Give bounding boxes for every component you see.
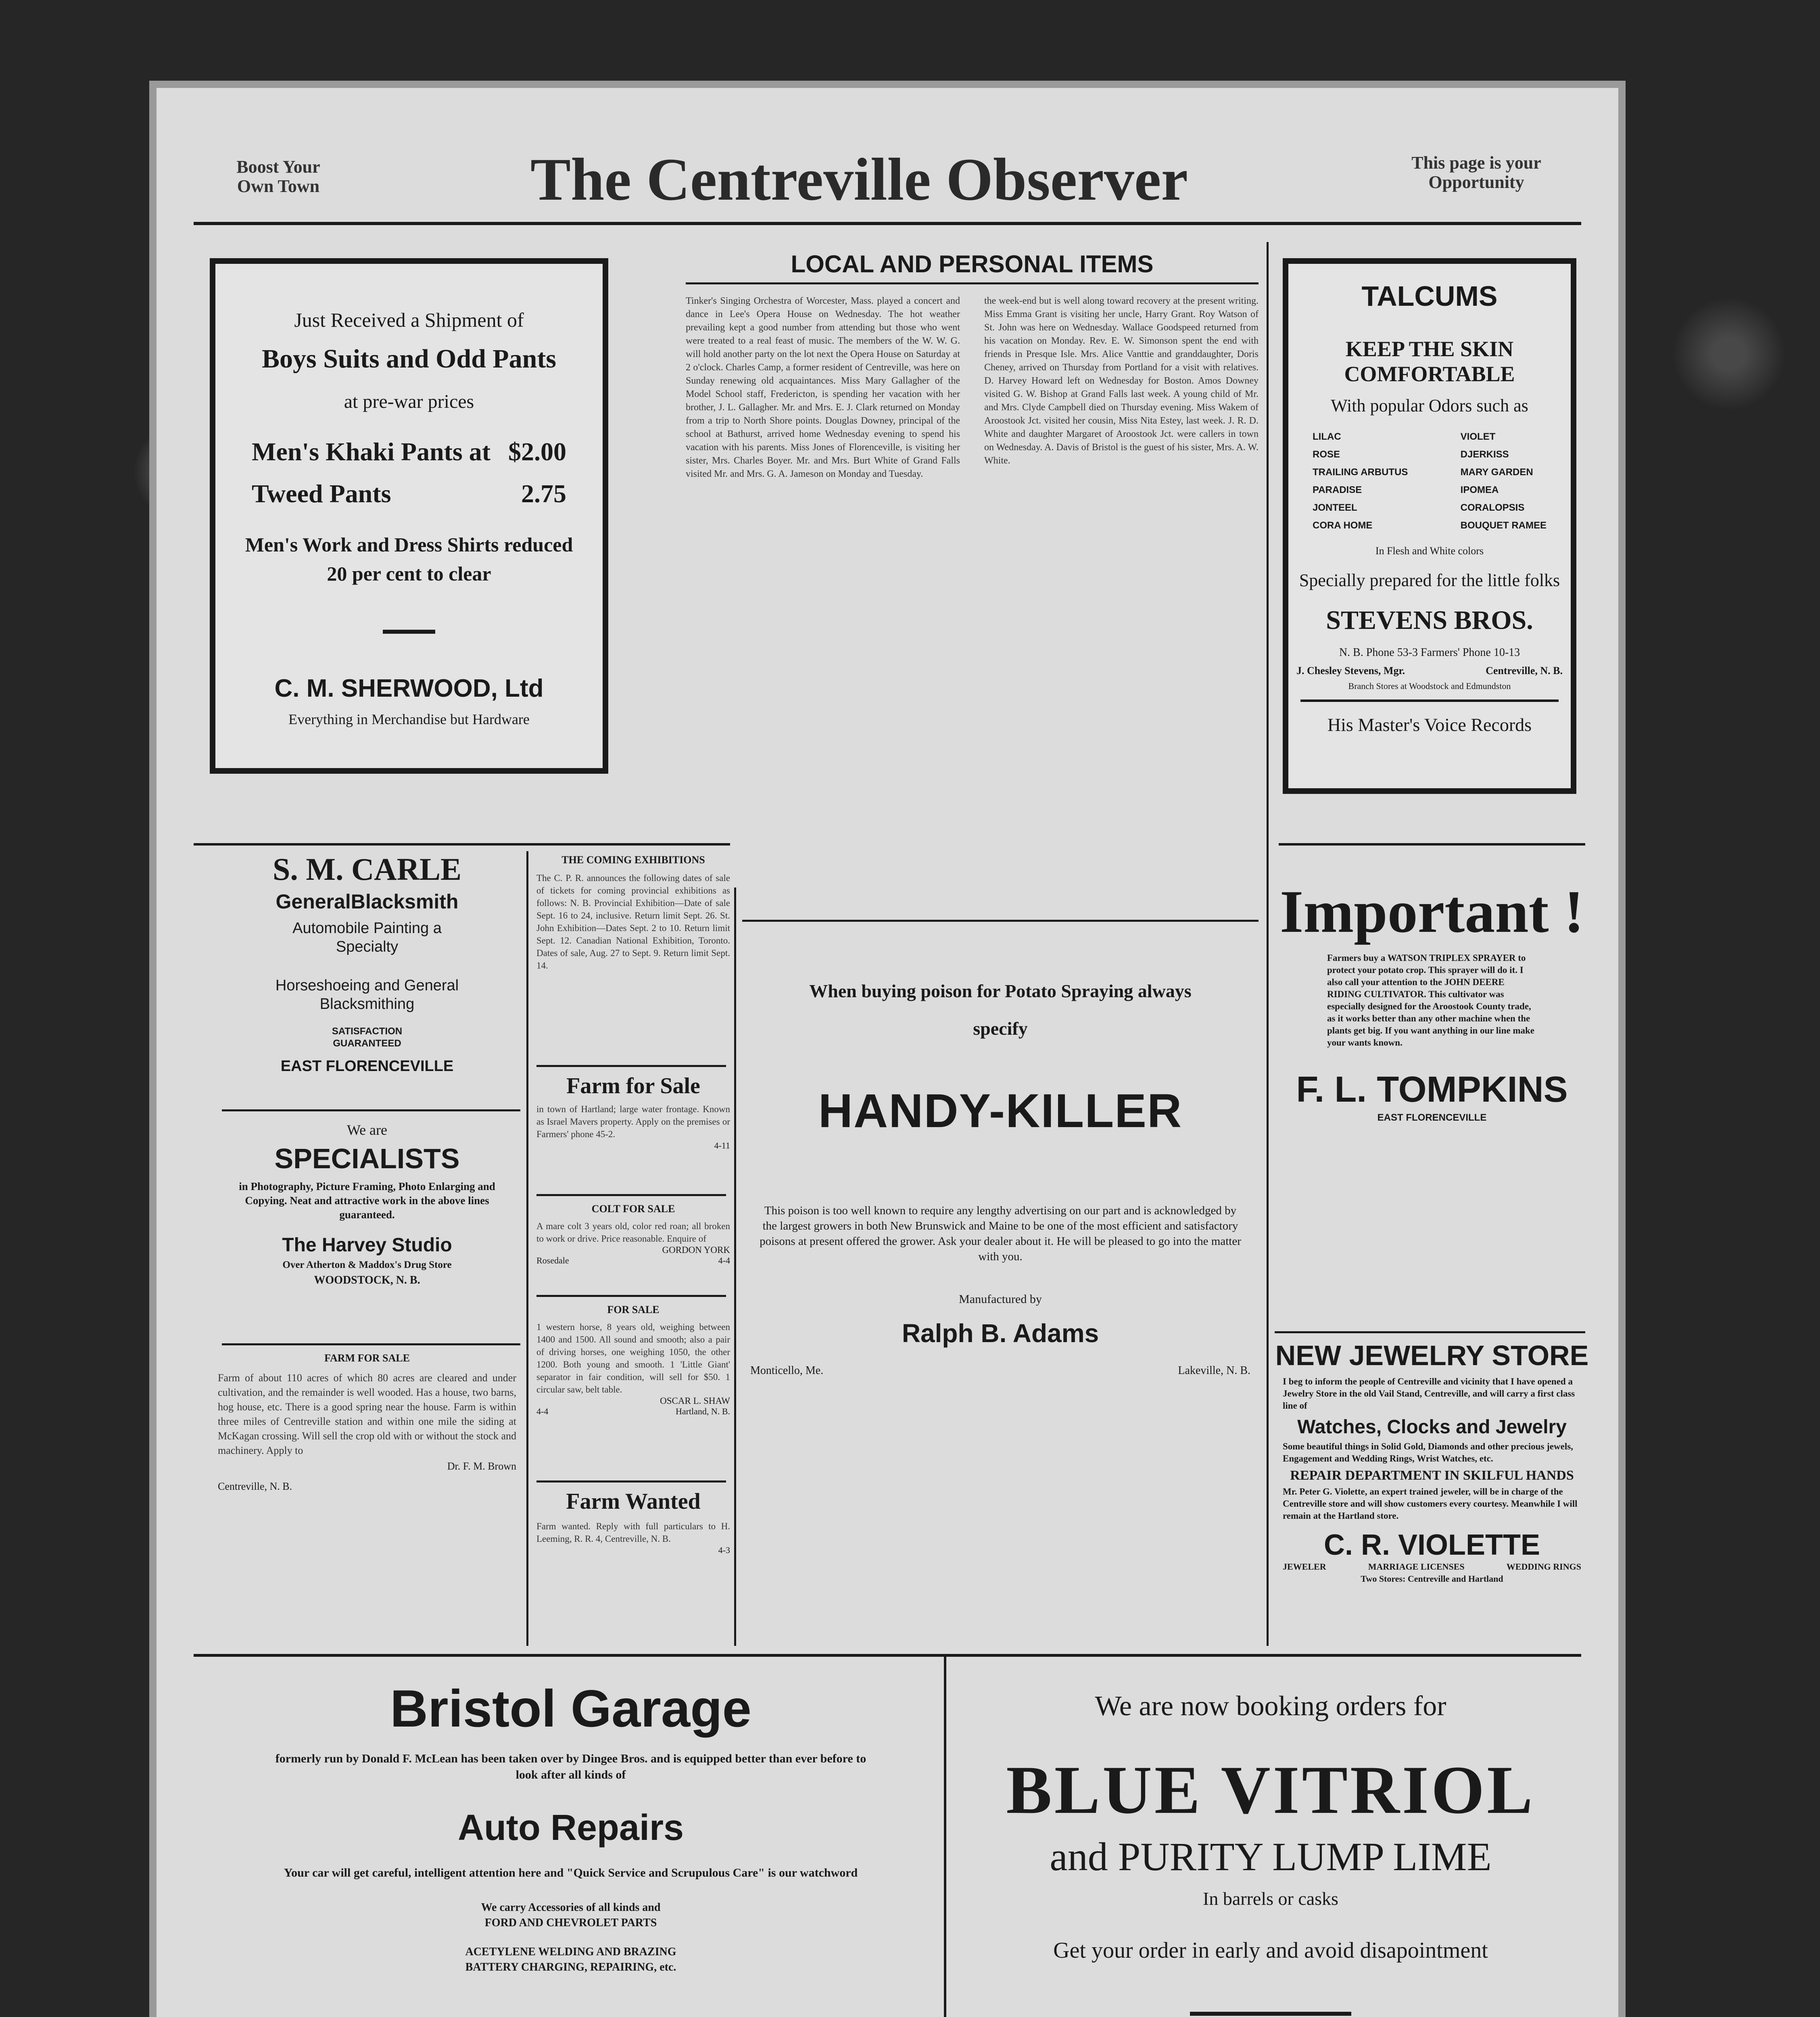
section-rule-right (1279, 843, 1585, 846)
handy-killer-line2: specify (973, 1018, 1028, 1039)
farmers-product2: and PURITY LUMP LIME (1050, 1834, 1492, 1879)
colt-heading: COLT FOR SALE (591, 1203, 675, 1215)
handy-killer-manufactured: Manufactured by (959, 1292, 1042, 1306)
farmers-divider (1190, 2012, 1351, 2016)
carle-painting: Automobile Painting a Specialty (292, 920, 442, 955)
for-sale (536, 1303, 730, 1417)
carle-trade: GeneralBlacksmith (276, 890, 459, 913)
stevens-odors-left (1313, 428, 1408, 535)
exhibitions-rule (536, 1065, 726, 1067)
sherwood-intro: Just Received a Shipment of (294, 309, 524, 331)
column-rule (1267, 242, 1269, 928)
farmers-packaging: In barrels or casks (1203, 1888, 1338, 1909)
farm-wanted-ref: 4-3 (718, 1545, 730, 1555)
violette-intro: I beg to inform the people of Centreville and vicinity that I have opened a Jewelry Store in the old Vail Stand, Centreville, and will carry a first class line of (1283, 1376, 1575, 1411)
handy-killer-right-town: Lakeville, N. B. (1178, 1364, 1250, 1377)
sherwood-divider (383, 630, 435, 634)
sherwood-price2-value: 2.75 (521, 479, 566, 508)
stevens-heading: TALCUMS (1361, 280, 1498, 312)
sherwood-subline: at pre-war prices (344, 391, 474, 412)
sherwood-price1-value: $2.00 (508, 437, 566, 466)
farm-wanted-heading: Farm Wanted (566, 1489, 701, 1514)
odor-item: CORALOPSIS (1460, 502, 1525, 513)
odor-item: CORA HOME (1313, 520, 1373, 531)
colt-ref: 4-4 (718, 1255, 730, 1265)
farm-for-sale-body: in town of Hartland; large water frontage. Known as Israel Mavers property. Apply on the premises or Farmers' phone 45-2. (536, 1104, 730, 1139)
colt-rule (536, 1295, 726, 1297)
bristol-parts: FORD AND CHEVROLET PARTS (484, 1917, 657, 1929)
odor-item: LILAC (1313, 431, 1341, 442)
violette-heading: NEW JEWELRY STORE (1275, 1340, 1589, 1371)
stevens-odors-right (1461, 428, 1547, 535)
farm-sale-contact: Dr. F. M. Brown (447, 1460, 516, 1472)
section-rule-left (194, 843, 730, 846)
colt-body: A mare colt 3 years old, color red roan; all broken to work or drive. Price reasonable. Enquire of (536, 1221, 730, 1244)
odor-item: PARADISE (1313, 484, 1362, 495)
violette-detail: Some beautiful things in Solid Gold, Diamonds and other precious jewels, Engagement and Wedding Rings, Wrist Watches, etc. (1283, 1441, 1573, 1464)
carle-rule (222, 1109, 520, 1111)
violette-right: WEDDING RINGS (1506, 1562, 1581, 1572)
exhibitions-heading: THE COMING EXHIBITIONS (561, 854, 705, 866)
sherwood-price2-label: Tweed Pants (252, 479, 391, 508)
sherwood-shirts-line1: Men's Work and Dress Shirts reduced (245, 533, 573, 556)
tompkins-rule (1275, 1331, 1585, 1333)
harvey-specialists: SPECIALISTS (274, 1143, 460, 1174)
stevens-intro: With popular Odors such as (1331, 396, 1528, 416)
tompkins-ad (1275, 879, 1589, 1123)
stevens-colors-note: In Flesh and White colors (1375, 545, 1484, 557)
farmers-store-ad (956, 1678, 1585, 2017)
handy-killer-body: This poison is too well known to require any lengthy advertising on our part and is acknowledged by the largest growers in both New Brunswick and Maine to be one of the most efficient and satisfactory poisons at present offered the grower. Ask your dealer about it. He will be pleased to go into the matter with you. (760, 1204, 1241, 1263)
stevens-records: His Master's Voice Records (1327, 714, 1532, 735)
harvey-town: WOODSTOCK, N. B. (314, 1274, 420, 1286)
violette-name: C. R. VIOLETTE (1323, 1529, 1540, 1561)
bristol-intro: formerly run by Donald F. McLean has been taken over by Dingee Bros. and is equipped better than ever before to look after all kinds of (275, 1752, 866, 1781)
carle-ad (214, 851, 520, 1075)
farmers-urge: Get your order in early and avoid disapointment (1053, 1938, 1488, 1963)
sherwood-company: C. M. SHERWOOD, Ltd (274, 674, 544, 702)
violette-products: Watches, Clocks and Jewelry (1297, 1416, 1567, 1438)
harvey-name: The Harvey Studio (282, 1234, 452, 1256)
bristol-battery: BATTERY CHARGING, REPAIRING, etc. (465, 1961, 676, 1973)
bristol-service: Auto Repairs (457, 1808, 684, 1848)
for-sale-contact: OSCAR L. SHAW (660, 1396, 730, 1406)
exhibitions (536, 853, 730, 972)
odor-item: MARY GARDEN (1460, 467, 1533, 478)
farm-sale-ad (218, 1351, 516, 1493)
exhibitions-body: The C. P. R. announces the following dates of sale of tickets for coming provincial exhibitions as follows: N. B. Provincial Exhibition—Date of sale Sept. 16 to 24, inclusive. Return limit Sept. 26. St. John Exhibition—Dates Sept. 2 to 10. Return limit Sept. 12. Canadian National Exhibition, Toronto. Dates of sale, Aug. 27 to Sept. 9. Return limit Sept. 14. (536, 873, 730, 971)
bottom-column-rule (944, 1654, 946, 2017)
odor-item: VIOLET (1460, 431, 1496, 442)
handy-killer-left-town: Monticello, Me. (750, 1364, 824, 1377)
bristol-welding: ACETYLENE WELDING AND BRAZING (465, 1946, 676, 1958)
violette-repair-body: Mr. Peter G. Violette, an expert trained jeweler, will be in charge of the Centreville store and will show customers every courtesy. Meanwhile I will remain at the Hartland store. (1283, 1487, 1578, 1521)
stevens-town: Centreville, N. B. (1486, 665, 1563, 677)
farm-sale-body: Farm of about 110 acres of which 80 acres are cleared and under cultivation, and the remainder is well wooded. Has a house, two barns, hog house, etc. There is a good spring near the house. Farm is within three miles of Centreville station and within one mile the siding at McKagan crossing. Will sell the crop old with or without the stock and machinery. Apply to (218, 1372, 516, 1456)
stevens-little-folks: Specially prepared for the little folks (1299, 570, 1560, 590)
stevens-subheading: KEEP THE SKIN COMFORTABLE (1344, 337, 1515, 386)
carle-name: S. M. CARLE (272, 852, 462, 887)
for-sale-body: 1 western horse, 8 years old, weighing between 1400 and 1500. All sound and smooth; also a pair of driving horses, one weighing 1050, the other 1200. Both young and smooth. 1 'Little Giant' separator in fair condition, will sell for $50. 1 circular saw, belt table. (536, 1322, 730, 1395)
carle-horseshoeing: Horseshoeing and General Blacksmithing (275, 977, 459, 1013)
masthead-title: The Centreville Observer (530, 146, 1188, 213)
tompkins-location: EAST FLORENCEVILLE (1377, 1112, 1487, 1123)
column-rule-4 (1267, 847, 1269, 1646)
for-sale-town: Hartland, N. B. (675, 1406, 730, 1416)
sherwood-headline: Boys Suits and Odd Pants (262, 344, 556, 374)
farm-sale-town: Centreville, N. B. (218, 1480, 292, 1492)
sherwood-price1-label: Men's Khaki Pants at (252, 437, 491, 466)
local-items (686, 250, 1259, 479)
farm-for-sale-heading: Farm for Sale (566, 1073, 700, 1098)
violette-repair: REPAIR DEPARTMENT IN SKILFUL HANDS (1290, 1468, 1574, 1483)
stevens-phones: N. B. Phone 53-3 Farmers' Phone 10-13 (1339, 646, 1520, 659)
sherwood-tagline: Everything in Merchandise but Hardware (288, 711, 530, 727)
violette-ad (1275, 1339, 1589, 1584)
handy-killer-product: HANDY-KILLER (818, 1084, 1183, 1138)
handy-killer-maker: Ralph B. Adams (902, 1319, 1099, 1348)
odor-item: IPOMEA (1460, 484, 1499, 495)
harvey-we-are: We are (346, 1122, 388, 1138)
handy-killer-line1: When buying poison for Potato Spraying always (809, 981, 1192, 1001)
stevens-manager: J. Chesley Stevens, Mgr. (1296, 665, 1405, 677)
local-items-col2: the week-end but is well along toward recovery at the present writing. Miss Emma Grant is visiting her uncle, Harry Grant. Roy Watson of St. John was here on Wednesday. Wallace Goodspeed returned from his vacation on Monday. Rev. E. W. Simonson spent the end with friends in Presque Isle. Mrs. Alice Vanttie and granddaughter, Doris Cheney, arrived on Thursday from Portland for a visit with relatives. D. Harvey Howard left on Wednesday for Boston. Amos Downey visited G. W. Bishop at Grand Falls last week. A young child of Mr. and Mrs. Clyde Campbell died on Thursday evening. Miss Wakem of Aroostook Jct. visited her cousin, Miss Nita Estey, last week. J. R. D. White and daughter Margaret of Aroostook Jct. were callers in town on Wednesday. A. Davis of Bristol is the guest of his sister, Mrs. A. W. White. (984, 296, 1259, 466)
stevens-branch: Branch Stores at Woodstock and Edmundston (1348, 681, 1511, 691)
handy-killer-top-rule (742, 920, 1259, 922)
violette-left: JEWELER (1283, 1562, 1326, 1572)
tompkins-body: Farmers buy a WATSON TRIPLEX SPRAYER to protect your potato crop. This sprayer will do it. I also call your attention to the JOHN DEERE RIDING CULTIVATOR. This cultivator was especially designed for the Aroostook County trade, as it works better than any other machine when the plants get big. If you want anything in our line make your wants known. (1327, 953, 1534, 1048)
local-items-heading: LOCAL AND PERSONAL ITEMS (791, 251, 1154, 278)
bristol-promise: Your car will get careful, intelligent attention here and "Quick Service and Scrupulous Care" is our watchword (284, 1866, 858, 1879)
bristol-heading: Bristol Garage (390, 1679, 751, 1738)
masthead-rule (194, 222, 1581, 225)
harvey-rule (222, 1343, 520, 1345)
carle-location: EAST FLORENCEVILLE (280, 1058, 454, 1075)
handy-killer-ad (734, 920, 1267, 1646)
newspaper-page (149, 81, 1626, 2017)
farm-for-sale-rule (536, 1194, 726, 1196)
for-sale-rule (536, 1480, 726, 1482)
odor-item: ROSE (1313, 449, 1340, 460)
for-sale-heading: FOR SALE (607, 1304, 660, 1315)
stevens-ad (1283, 258, 1576, 794)
odor-item: DJERKISS (1460, 449, 1509, 460)
sherwood-ad (210, 258, 608, 774)
local-items-rule (686, 282, 1259, 284)
sherwood-shirts-line2: 20 per cent to clear (327, 562, 491, 585)
colt-place: Rosedale (536, 1255, 569, 1265)
masthead-left-note: Boost Your Own Town (236, 157, 320, 196)
stevens-company: STEVENS BROS. (1326, 606, 1533, 635)
harvey-ad (214, 1121, 520, 1287)
local-items-col1: Tinker's Singing Orchestra of Worcester, Mass. played a concert and dance in Lee's Opera House on Wednesday. The hot weather prevailing kept a good number from attending but those who went were treated to a real feast of music. The members of the W. W. G. will hold another party on the lot next the Opera House on Saturday at 2 o'clock. Charles Camp, a former resident of Centreville, was here on Sunday renewing old acquaintances. Miss Mary Gallagher of the Model School staff, Fredericton, is spending her vacation with her brother, J. L. Gallagher. Mr. and Mrs. E. J. Clark returned on Monday from a trip to North Shore points. Douglas Downey, principal of the school at Bathurst, arrived home Wednesday evening to spend his vacation with his parents. Miss Jones of Florenceville, is visiting her sister, Mrs. Charles Boyer. Mr. and Mrs. Burt White of Grand Falls visited Mr. and Mrs. G. A. Jameson on Monday and Tuesday. (686, 296, 960, 479)
odor-item: BOUQUET RAMEE (1460, 520, 1547, 531)
stevens-rule (1300, 699, 1559, 702)
carle-satisfaction: SATISFACTION GUARANTEED (332, 1026, 403, 1049)
column-rule-2 (526, 851, 528, 1646)
tompkins-name: F. L. TOMPKINS (1296, 1069, 1568, 1110)
farmers-product1: BLUE VITRIOL (1006, 1752, 1535, 1828)
violette-stores: Two Stores: Centreville and Hartland (1361, 1574, 1503, 1584)
odor-item: TRAILING ARBUTUS (1313, 467, 1408, 478)
farm-for-sale (536, 1073, 730, 1151)
bristol-ad (206, 1678, 936, 2017)
harvey-body: in Photography, Picture Framing, Photo Enlarging and Copying. Neat and attractive work in the above lines guaranteed. (239, 1180, 495, 1221)
colt-contact: GORDON YORK (662, 1245, 730, 1255)
farm-sale-heading: FARM FOR SALE (324, 1352, 410, 1364)
violette-middle: MARRIAGE LICENSES (1368, 1562, 1465, 1572)
colt-for-sale (536, 1202, 730, 1266)
for-sale-ref: 4-4 (536, 1406, 549, 1416)
farm-wanted-body: Farm wanted. Reply with full particulars to H. Leeming, R. R. 4, Centreville, N. B. (536, 1521, 730, 1544)
masthead-right-note: This page is your Opportunity (1411, 153, 1541, 192)
bristol-accessories: We carry Accessories of all kinds and (481, 1901, 661, 1914)
farm-wanted (536, 1489, 730, 1556)
harvey-address: Over Atherton & Maddox's Drug Store (282, 1259, 452, 1270)
bottom-section-rule (194, 1654, 1581, 1657)
tompkins-heading: Important ! (1279, 878, 1584, 945)
odor-item: JONTEEL (1313, 502, 1357, 513)
farm-for-sale-ref: 4-11 (714, 1140, 730, 1150)
farmers-intro: We are now booking orders for (1095, 1691, 1446, 1722)
